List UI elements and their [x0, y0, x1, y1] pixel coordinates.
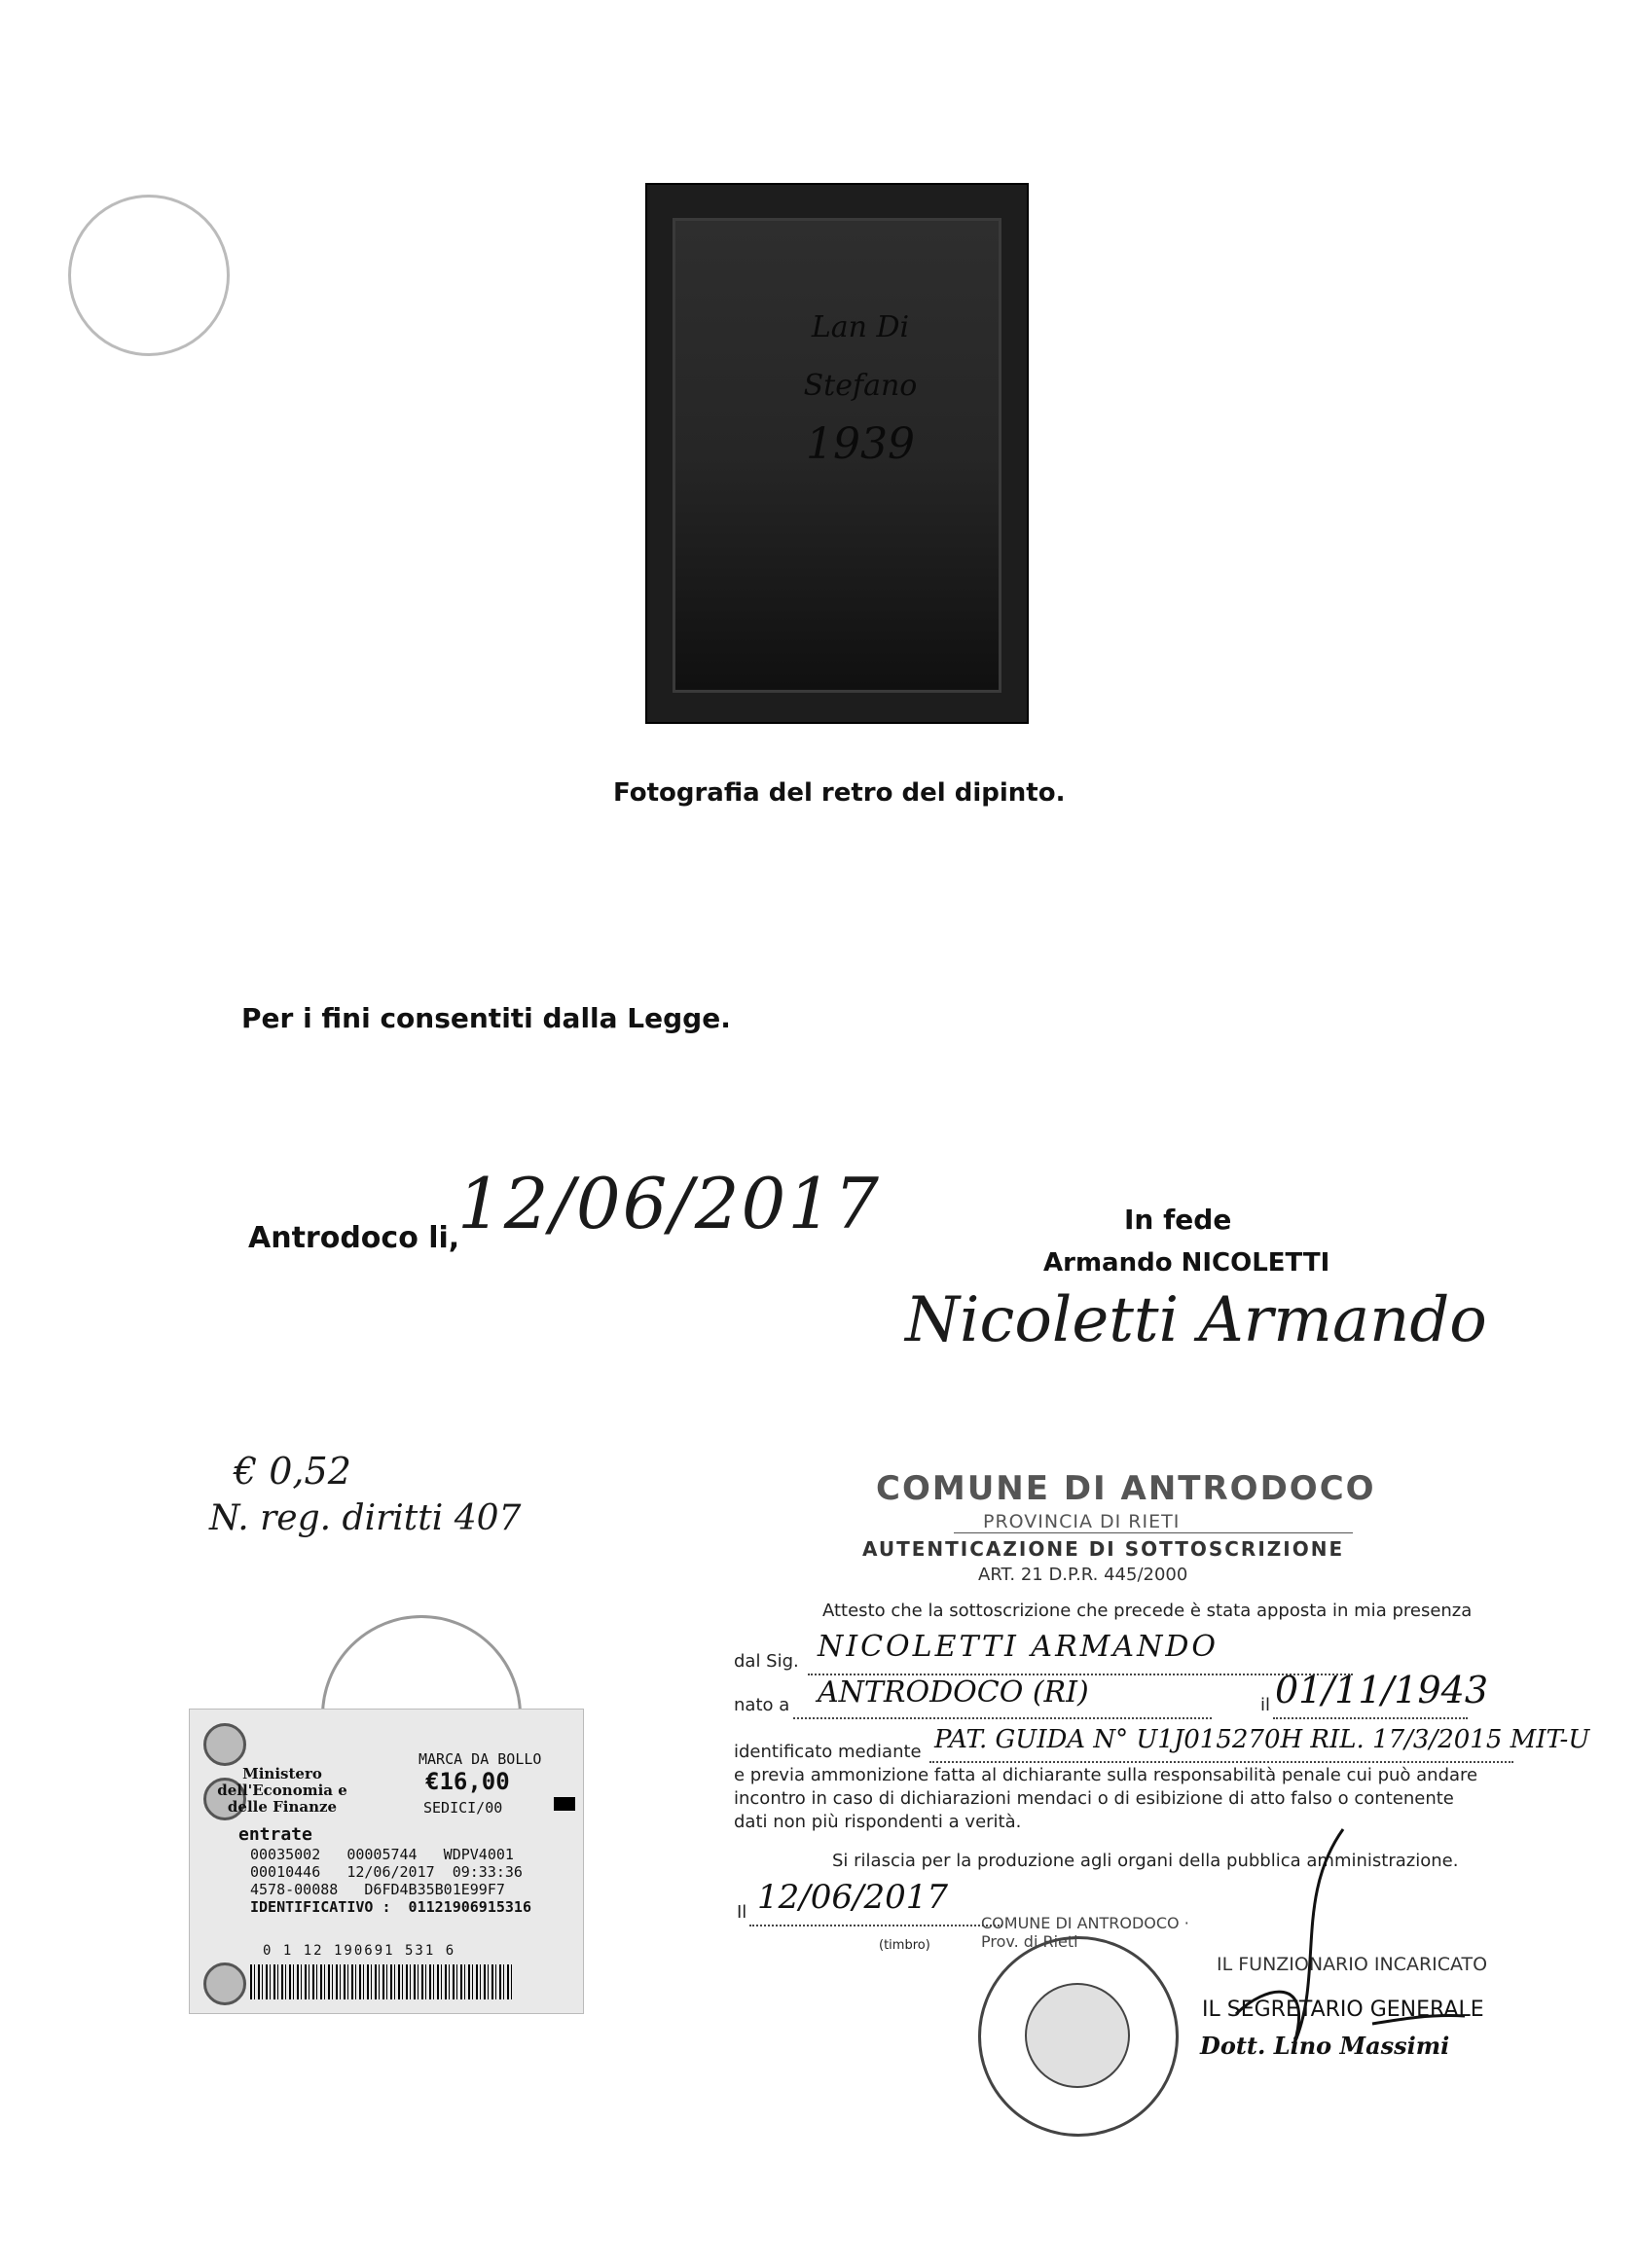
- comune-stamp-emblem: [1025, 1983, 1130, 2088]
- fee-amount: € 0,52: [234, 1450, 351, 1493]
- ammonizione-line-3: dati non più rispondenti a verità.: [734, 1812, 1022, 1832]
- stamp-row-1: 00035002 00005744 WDPV4001: [250, 1846, 514, 1863]
- barcode-number: 0 1 12 190691 531 6: [263, 1943, 456, 1959]
- purpose-statement: Per i fini consentiti dalla Legge.: [241, 1002, 731, 1034]
- il-label: il: [1260, 1695, 1271, 1715]
- identificato-value: PAT. GUIDA N° U1J015270H RIL. 17/3/2015 MIT-U: [934, 1725, 1590, 1754]
- handwritten-date: 12/06/2017: [457, 1163, 881, 1244]
- timbro-label: (timbro): [879, 1938, 930, 1953]
- ammonizione-line-1: e previa ammonizione fatta al dichiarante sulla responsabilità penale cui può andare: [734, 1765, 1478, 1785]
- revenue-stamp: [189, 1709, 584, 2014]
- dal-sig-value: NICOLETTI ARMANDO: [818, 1630, 1219, 1664]
- provincia-heading: PROVINCIA DI RIETI: [983, 1511, 1181, 1532]
- painting-back-photo: [645, 183, 1029, 724]
- republic-emblem-icon: [203, 1723, 246, 1766]
- nato-label: nato a: [734, 1695, 790, 1715]
- comune-stamp-text: COMUNE DI ANTRODOCO · Prov. di Rieti: [981, 1914, 1189, 1951]
- article-reference: ART. 21 D.P.R. 445/2000: [978, 1565, 1188, 1585]
- margin-stamp: [68, 195, 230, 356]
- barcode: [250, 1964, 515, 1999]
- entrate-label: entrate: [238, 1824, 312, 1845]
- photo-handwriting-line2: 1939: [806, 419, 915, 469]
- il-dotted-line: [1273, 1717, 1468, 1719]
- identificato-dotted-line: [929, 1761, 1513, 1763]
- stamp-amount: €16,00: [425, 1768, 510, 1795]
- ammonizione-line-2: incontro in caso di dichiarazioni mendaci o di esibizione di atto falso o contenente: [734, 1788, 1454, 1809]
- place-label: Antrodoco li,: [248, 1221, 460, 1255]
- issue-date-label: Il: [737, 1902, 747, 1923]
- painting-frame: [673, 218, 1001, 693]
- republic-emblem-icon: [203, 1962, 246, 2005]
- rilascia-line: Si rilascia per la produzione agli organi della pubblica amministrazione.: [832, 1851, 1459, 1871]
- stamp-amount-words: SEDICI/00: [423, 1799, 503, 1817]
- nato-dotted-line: [793, 1717, 1212, 1719]
- attesto-line: Attesto che la sottoscrizione che precede è stata apposta in mia presenza: [822, 1601, 1473, 1621]
- stamp-row-4: IDENTIFICATIVO : 01121906915316: [250, 1898, 531, 1916]
- comune-heading: COMUNE DI ANTRODOCO: [876, 1469, 1376, 1508]
- signer-signature: Nicoletti Armando: [905, 1284, 1487, 1356]
- official-signature: [1178, 1819, 1470, 2053]
- in-fede-label: In fede: [1124, 1204, 1232, 1236]
- birth-date-value: 01/11/1943: [1275, 1669, 1489, 1711]
- stamp-row-3: 4578-00088 D6FD4B35B01E99F7: [250, 1881, 505, 1898]
- segretario-label: IL SEGRETARIO GENERALE: [1202, 1998, 1484, 2022]
- photo-handwriting-line1: Lan Di Stefano: [803, 310, 918, 403]
- ministero-label: Ministero dell'Economia e delle Finanze: [217, 1765, 347, 1816]
- authentication-title: AUTENTICAZIONE DI SOTTOSCRIZIONE: [862, 1537, 1345, 1561]
- issue-date-value: 12/06/2017: [757, 1878, 948, 1917]
- marca-label: MARCA DA BOLLO: [419, 1750, 542, 1768]
- issue-date-dotted-line: [749, 1925, 1002, 1926]
- official-signature-stroke: [1236, 1829, 1465, 2043]
- identificato-label: identificato mediante: [734, 1742, 922, 1762]
- nato-value: ANTRODOCO (RI): [818, 1675, 1089, 1710]
- signer-name: Armando NICOLETTI: [1043, 1248, 1330, 1278]
- photo-handwriting: [753, 299, 967, 474]
- comune-round-stamp: [978, 1914, 1189, 2137]
- photo-caption: Fotografia del retro del dipinto.: [613, 778, 1066, 808]
- segretario-name: Dott. Lino Massimi: [1200, 2032, 1450, 2060]
- heading-rule: [954, 1532, 1353, 1533]
- dal-sig-label: dal Sig.: [734, 1651, 799, 1672]
- fee-register: N. reg. diritti 407: [209, 1498, 522, 1538]
- stamp-row-2: 00010446 12/06/2017 09:33:36: [250, 1863, 523, 1881]
- funzionario-label: IL FUNZIONARIO INCARICATO: [1217, 1954, 1488, 1975]
- stamp-black-mark: [554, 1797, 575, 1811]
